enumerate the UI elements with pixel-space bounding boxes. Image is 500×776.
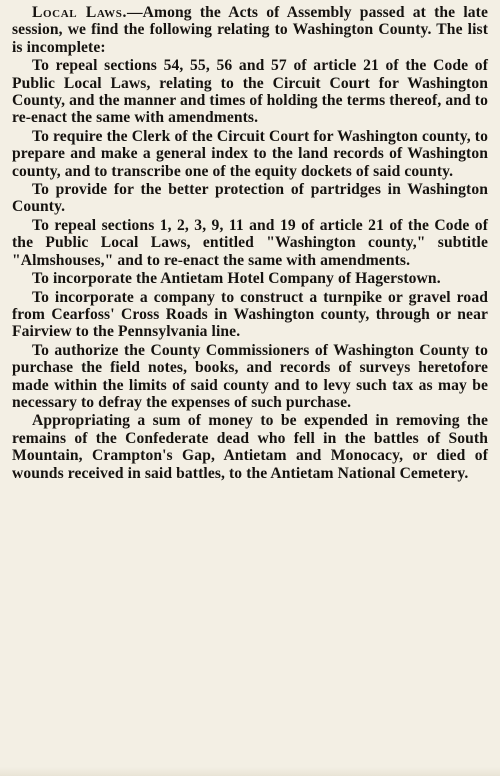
list-item: To repeal sections 54, 55, 56 and 57 of article 21 of the Code of Public Local Laws, relating to the Circuit Court for Washington County, and the manner and times of holding the terms thereof, and to re-enact the same with amendments. xyxy=(12,57,488,127)
article-heading: Local Laws. xyxy=(32,4,127,21)
list-item: Appropriating a sum of money to be expended in removing the remains of the Confederate dead who fell in the battles of South Mountain, Crampton's Gap, Antietam and Monocacy, or died of wounds received in said battles, to the Antietam National Cemetery. xyxy=(12,412,488,482)
list-item: To incorporate a company to construct a turnpike or gravel road from Cearfoss' Cross Roads in Washington county, through or near Fairview to the Pennsylvania line. xyxy=(12,288,488,341)
article-intro-text: —Among the Acts of Assembly passed at the late session, we find the following relating to Washington County. The list is incomplete: xyxy=(12,4,488,56)
list-item: To require the Clerk of the Circuit Court for Washington county, to prepare and make a general index to the land records of Washington county, and to transcribe one of the equity dockets of said county. xyxy=(12,127,488,180)
list-item: To incorporate the Antietam Hotel Company of Hagerstown. xyxy=(32,270,441,288)
article-intro-paragraph xyxy=(12,4,488,56)
list-item: To provide for the better protection of partridges in Washington County. xyxy=(12,181,488,216)
clipping-cut-edge xyxy=(0,767,500,776)
list-item: To repeal sections 1, 2, 3, 9, 11 and 19 of article 21 of the Code of the Public Local Laws, entitled "Washington county," subtitle "Almshouses," and to re-enact the same with amendments. xyxy=(12,216,488,269)
list-item: To authorize the County Commissioners of Washington County to purchase the field notes, books, and records of surveys heretofore made within the limits of said county and to levy such tax as may be necessary to defray the expenses of such purchase. xyxy=(12,341,488,411)
